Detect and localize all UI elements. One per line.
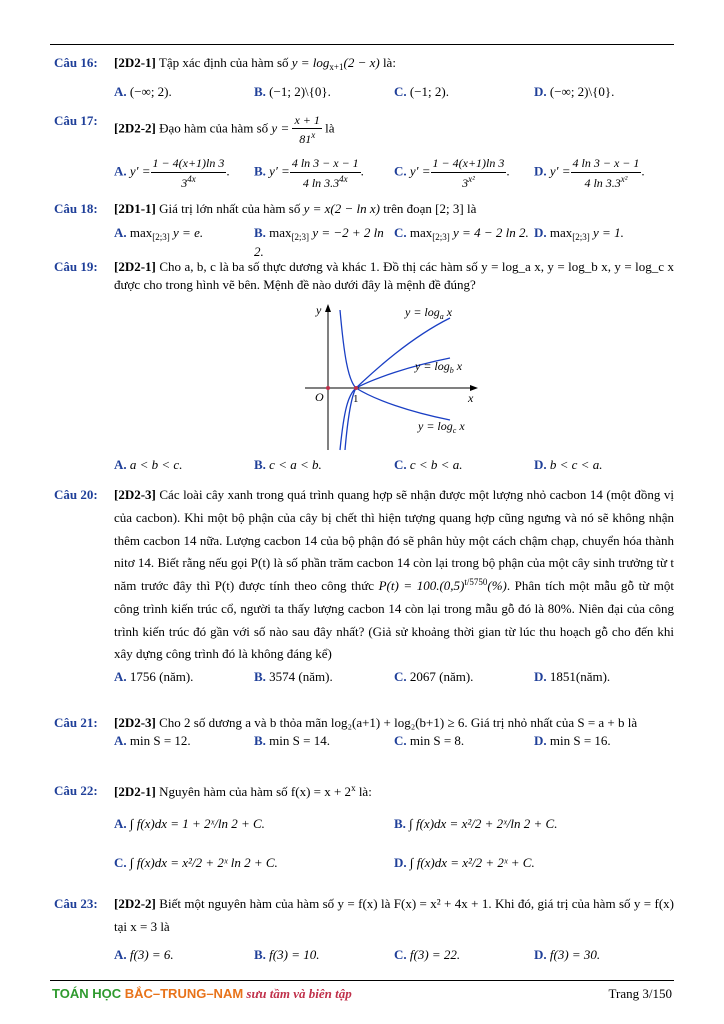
- label-log-a-var: x: [446, 305, 453, 319]
- question-text: Tập xác định của hàm số: [158, 55, 289, 70]
- header-rule: [50, 44, 674, 45]
- option-d: [534, 732, 674, 750]
- exponent: x: [351, 783, 356, 793]
- denominator: [292, 129, 321, 147]
- option-text: y′ =: [549, 164, 571, 180]
- denominator-exp: x²: [468, 173, 475, 184]
- option-text: y = 4 − 2 ln 2.: [453, 224, 529, 240]
- expression: y = x(2 − ln x): [303, 201, 380, 216]
- question-text-3: . Phân tích một mẫu gỗ từ một công trình kiến trúc cổ, người ta thấy lượng cacbon 14 còn lại trong mẫu gỗ đó là 80%. Niên đại của công trình kiến trúc đó gần với số nào sau đây nhất? (Giả sử khoảng thời gian từ lúc thu hoạch gỗ cho đến khi xây dựng công trình đó là không đáng kể): [114, 578, 675, 662]
- option-label: D.: [534, 946, 547, 962]
- option-end: .: [506, 164, 510, 180]
- question-22: [54, 782, 674, 872]
- label-log-b-base: b: [449, 366, 454, 375]
- option-a: [114, 456, 254, 474]
- question-number: Câu 17:: [54, 113, 98, 128]
- option-label: A.: [114, 946, 127, 962]
- option-c: [114, 854, 394, 872]
- fraction: [290, 155, 361, 190]
- label-log-c-base: c: [452, 426, 457, 435]
- option-label: B.: [254, 164, 266, 180]
- option-label: C.: [394, 84, 407, 100]
- option-end: .: [226, 164, 230, 180]
- question-21: [54, 714, 674, 749]
- label-log-a-text: y = log: [405, 305, 440, 319]
- option-text: f(3) = 10.: [269, 946, 320, 962]
- option-label: A.: [114, 815, 127, 831]
- expression: y =: [271, 120, 290, 136]
- option-text: (−1; 2)\{0}.: [269, 84, 331, 100]
- numerator: 4 ln 3 − x − 1: [571, 155, 642, 172]
- question-text: Đạo hàm của hàm số: [159, 120, 269, 136]
- label-log-a: [404, 305, 453, 321]
- log-base: x+1: [329, 62, 344, 72]
- denominator-exp: 4x: [187, 173, 196, 184]
- option-text: y′ =: [409, 164, 431, 180]
- question-number: Câu 20:: [54, 487, 98, 502]
- option-d: [534, 666, 674, 689]
- denominator-base: 81: [299, 132, 312, 147]
- option-label: D.: [534, 84, 547, 100]
- option-b: [254, 456, 394, 474]
- denominator-base: 4 ln 3.3: [584, 175, 621, 190]
- question-text: Giá trị lớn nhất của hàm số: [159, 201, 301, 216]
- option-c: [394, 456, 534, 474]
- question-number: Câu 21:: [54, 715, 98, 730]
- option-label: C.: [394, 732, 407, 748]
- denominator-exp: x²: [620, 173, 628, 184]
- option-label: A.: [114, 669, 127, 684]
- denominator: [151, 173, 227, 191]
- denominator-exp: x: [311, 130, 316, 141]
- option-label: A.: [114, 84, 127, 100]
- footer-brand-c: sưu tầm và biên tập: [243, 986, 352, 1001]
- numerator: 4 ln 3 − x − 1: [290, 155, 361, 172]
- option-c: [394, 666, 534, 689]
- option-text: y′ =: [129, 164, 151, 180]
- expression: y = log: [291, 55, 330, 70]
- option-b: [254, 155, 394, 190]
- option-a: [114, 83, 254, 101]
- formula-exponent: t/5750: [464, 577, 488, 587]
- option-label: C.: [394, 224, 407, 240]
- option-text: min S = 12.: [129, 732, 191, 748]
- label-log-b-text: y = log: [415, 359, 450, 373]
- option-label: C.: [394, 946, 407, 962]
- option-label: B.: [254, 946, 266, 962]
- question-tag: [2D2-1]: [114, 259, 156, 274]
- fraction: [571, 155, 645, 190]
- question-tail: là: [325, 120, 335, 136]
- question-number: Câu 19:: [54, 259, 98, 274]
- option-text: ∫ f(x)dx = x²/2 + 2ˣ + C.: [409, 855, 535, 871]
- option-label: B.: [254, 457, 266, 472]
- max-operator: max: [269, 224, 292, 240]
- option-d: [534, 83, 674, 101]
- numerator: 1 − 4(x+1)ln 3: [431, 155, 507, 172]
- question-tag: [2D2-2]: [114, 896, 156, 911]
- option-text: ∫ f(x)dx = x²/2 + 2ˣ/ln 2 + C.: [409, 815, 558, 831]
- option-text: f(3) = 6.: [129, 946, 174, 962]
- question-18: [54, 200, 674, 260]
- label-log-b: [414, 359, 463, 375]
- label-log-c: [417, 419, 465, 435]
- option-label: B.: [254, 84, 266, 100]
- question-number: Câu 16:: [54, 55, 98, 70]
- option-label: B.: [254, 732, 266, 748]
- footer-brand: [52, 986, 352, 1002]
- option-text: f(3) = 22.: [409, 946, 461, 962]
- option-text: ∫ f(x)dx = 1 + 2ˣ/ln 2 + C.: [129, 815, 265, 831]
- option-text: c < b < a.: [409, 457, 463, 472]
- formula: P(t) = 100.(0,5): [378, 578, 465, 593]
- point-origin: [326, 386, 330, 390]
- question-tail: là:: [382, 55, 396, 70]
- option-text: y′ =: [269, 164, 290, 180]
- question-text: Biết một nguyên hàm của hàm số y = f(x) là F(x) = x² + 4x + 1. Khi đó, giá trị của hàm số y = f(x) tại x = 3 là: [114, 896, 674, 935]
- question-tail: là: [466, 201, 477, 216]
- question-tag: [2D2-3]: [114, 715, 156, 730]
- option-c: [394, 943, 534, 966]
- option-label: D.: [534, 669, 547, 684]
- option-text: c < a < b.: [269, 457, 322, 472]
- question-number: Câu 22:: [54, 783, 98, 798]
- question-tag: [2D2-3]: [114, 487, 156, 502]
- option-label: D.: [394, 855, 407, 871]
- option-text: y = −2 + 2 ln 2.: [254, 224, 384, 259]
- option-label: C.: [394, 669, 407, 684]
- question-number: Câu 23:: [54, 896, 98, 911]
- option-a: [114, 155, 254, 190]
- option-label: C.: [394, 457, 407, 472]
- option-a: [114, 943, 254, 966]
- question-19-options: [54, 456, 674, 474]
- one-label: 1: [353, 393, 359, 405]
- label-log-c-var: x: [459, 419, 465, 433]
- max-range: [2;3]: [152, 231, 170, 242]
- option-end: .: [641, 164, 645, 180]
- option-label: D.: [534, 224, 547, 240]
- denominator-exp: 4x: [339, 173, 348, 184]
- option-b: [254, 732, 394, 750]
- question-text-2: công thức: [321, 578, 375, 593]
- question-17: [54, 112, 674, 191]
- option-text: (−∞; 2)\{0}.: [549, 84, 615, 100]
- question-19: [54, 258, 674, 293]
- option-text: b < c < a.: [549, 457, 603, 472]
- option-text: (−1; 2).: [409, 84, 449, 100]
- option-b: [254, 224, 394, 261]
- question-20: [54, 484, 674, 689]
- option-label: D.: [534, 164, 547, 180]
- point-one: [354, 386, 358, 390]
- option-b: [254, 943, 394, 966]
- x-axis-label: x: [468, 391, 474, 405]
- option-c: [394, 83, 534, 101]
- option-text: min S = 16.: [549, 732, 611, 748]
- question-tag: [2D2-2]: [114, 120, 156, 136]
- footer-brand-a: TOÁN HỌC: [52, 986, 125, 1001]
- option-text: 3574 (năm).: [269, 669, 333, 684]
- label-log-c-text: y = log: [418, 419, 453, 433]
- option-text: f(3) = 30.: [549, 946, 601, 962]
- option-d: [394, 854, 674, 872]
- question-number: Câu 18:: [54, 201, 98, 216]
- denominator-base: 3: [181, 175, 188, 190]
- question-tag: [2D1-1]: [114, 201, 156, 216]
- log-graph: [300, 300, 480, 460]
- max-range: [2;3]: [572, 231, 590, 242]
- option-text: 1851(năm).: [549, 669, 611, 684]
- option-text: min S = 14.: [269, 732, 330, 748]
- option-c: [394, 732, 534, 750]
- fraction: [292, 112, 321, 147]
- denominator-base: 3: [462, 175, 469, 190]
- denominator: [431, 173, 507, 191]
- formula-unit: (%): [487, 578, 507, 593]
- question-text: Nguyên hàm của hàm số f(x) = x + 2: [159, 784, 352, 799]
- option-label: C.: [114, 855, 127, 871]
- max-operator: max: [409, 224, 433, 240]
- label-log-a-base: a: [439, 312, 444, 321]
- question-text: Cho 2 số dương a và b thỏa mãn log₂(a+1) + log₂(b+1) ≥ 6. Giá trị nhỏ nhất của S = a + b là: [159, 715, 638, 730]
- fraction: [151, 155, 230, 190]
- option-label: C.: [394, 164, 407, 180]
- option-label: D.: [534, 457, 547, 472]
- option-b: [254, 666, 394, 689]
- option-a: [114, 666, 254, 689]
- expression-arg: (2 − x): [343, 55, 380, 70]
- max-operator: max: [549, 224, 573, 240]
- option-label: D.: [534, 732, 547, 748]
- option-text: ∫ f(x)dx = x²/2 + 2ˣ ln 2 + C.: [129, 855, 278, 871]
- option-label: B.: [254, 669, 266, 684]
- option-text: y = 1.: [593, 224, 624, 240]
- origin-label: O: [315, 390, 324, 404]
- option-a: [114, 224, 254, 261]
- max-range: [2;3]: [432, 231, 450, 242]
- footer-brand-b: BẮC–TRUNG–NAM: [124, 986, 244, 1001]
- question-mid: trên đoạn: [383, 201, 432, 216]
- option-c: [394, 224, 534, 261]
- interval: [2; 3]: [435, 201, 464, 216]
- option-d: [534, 456, 674, 474]
- y-axis-arrow: [325, 304, 331, 312]
- question-tag: [2D2-1]: [114, 55, 156, 70]
- option-label: A.: [114, 732, 127, 748]
- option-end: .: [360, 164, 364, 180]
- option-label: A.: [114, 224, 127, 240]
- numerator: 1 − 4(x+1)ln 3: [151, 155, 227, 172]
- question-23: [54, 892, 674, 966]
- question-16: [54, 54, 674, 101]
- option-d: [534, 155, 674, 190]
- option-text: min S = 8.: [409, 732, 465, 748]
- option-text: 1756 (năm).: [129, 669, 194, 684]
- label-log-b-var: x: [456, 359, 463, 373]
- option-d: [534, 224, 674, 261]
- option-a: [114, 732, 254, 750]
- option-text: (−∞; 2).: [129, 84, 172, 100]
- denominator: [290, 173, 361, 191]
- y-axis-label: y: [316, 303, 322, 317]
- option-label: A.: [114, 457, 127, 472]
- option-c: [394, 155, 534, 190]
- option-text: a < b < c.: [129, 457, 183, 472]
- option-label: A.: [114, 164, 127, 180]
- option-label: B.: [254, 224, 266, 240]
- option-label: B.: [394, 815, 406, 831]
- numerator: x + 1: [292, 112, 321, 129]
- question-tail: là:: [358, 784, 372, 799]
- option-text: 2067 (năm).: [409, 669, 474, 684]
- option-a: [114, 815, 394, 833]
- option-b: [394, 815, 674, 833]
- page-number: Trang 3/150: [608, 986, 672, 1001]
- fraction: [431, 155, 510, 190]
- max-operator: max: [129, 224, 153, 240]
- denominator: [571, 173, 642, 191]
- max-range: [2;3]: [291, 231, 310, 242]
- question-text: Cho a, b, c là ba số thực dương và khác 1. Đồ thị các hàm số y = log_a x, y = log_b x, y = log_c x được cho trong hình vẽ bên. Mệnh đề nào dưới đây là mệnh đề đúng?: [114, 259, 674, 292]
- option-text: y = e.: [173, 224, 204, 240]
- question-tag: [2D2-1]: [114, 784, 156, 799]
- question-text: Các loài cây xanh trong quá trình quang hợp sẽ nhận được một lượng nhỏ cacbon 14 (một đồng vị của cacbon). Khi một bộ phận của cây bị chết thì hiện tượng quang hợp cũng ngưng và nó sẽ không nhận thêm cacbon 14 nữa. Lượng cacbon 14 của bộ phận đó sẽ phân hủy một cách chậm chạp, chuyển hóa thành nitơ 14. Biết rằng nếu gọi P(t) là số phần trăm cacbon 14 còn lại trong bộ phận của một cây sinh trưởng từ t năm trước đây thì P(t) được tính theo: [114, 487, 674, 593]
- denominator-base: 4 ln 3.3: [302, 175, 340, 190]
- option-d: [534, 943, 674, 966]
- footer-rule: [50, 980, 674, 981]
- option-b: [254, 83, 394, 101]
